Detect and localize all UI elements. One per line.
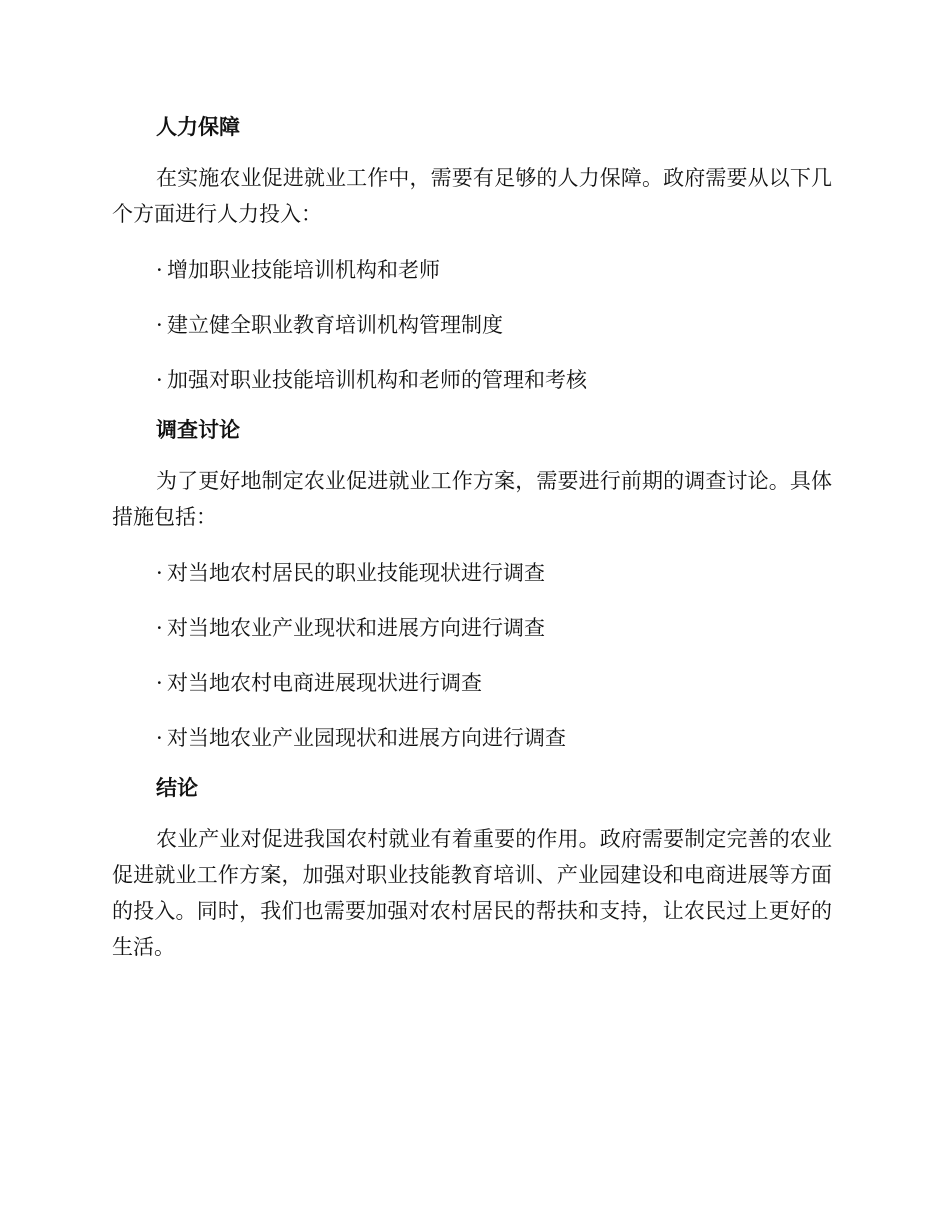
- list-item: [112, 546, 832, 601]
- bullet-icon: ·: [156, 368, 163, 392]
- list-item-text: 加强对职业技能培训机构和老师的管理和考核: [167, 368, 587, 392]
- bullet-icon: ·: [156, 313, 163, 337]
- bullet-icon: ·: [156, 616, 163, 640]
- list-item: [112, 601, 832, 656]
- list-item: [112, 243, 832, 298]
- section-heading-manpower: 人力保障: [156, 115, 240, 139]
- section-heading-conclusion: 结论: [156, 776, 198, 800]
- document-body: [112, 105, 832, 976]
- list-item-text: 建立健全职业教育培训机构管理制度: [167, 313, 503, 337]
- bullet-icon: ·: [156, 561, 163, 585]
- list-item-text: 对当地农村电商进展现状进行调查: [167, 671, 482, 695]
- section-paragraph-manpower: 在实施农业促进就业工作中，需要有足够的人力保障。政府需要从以下几个方面进行人力投入：: [112, 166, 832, 226]
- list-item: [112, 298, 832, 353]
- list-item-text: 增加职业技能培训机构和老师: [167, 258, 440, 282]
- bullet-icon: ·: [156, 258, 163, 282]
- list-item-text: 对当地农业产业现状和进展方向进行调查: [167, 616, 545, 640]
- section-paragraph-survey: 为了更好地制定农业促进就业工作方案，需要进行前期的调查讨论。具体措施包括：: [112, 469, 832, 529]
- list-item-text: 对当地农业产业园现状和进展方向进行调查: [167, 726, 566, 750]
- bullet-icon: ·: [156, 671, 163, 695]
- list-item: [112, 353, 832, 408]
- bullet-icon: ·: [156, 726, 163, 750]
- list-item: [112, 656, 832, 711]
- section-heading-survey: 调查讨论: [156, 418, 240, 442]
- section-paragraph-conclusion: 农业产业对促进我国农村就业有着重要的作用。政府需要制定完善的农业促进就业工作方案，加强对职业技能教育培训、产业园建设和电商进展等方面的投入。同时，我们也需要加强对农村居民的帮扶和支持，让农民过上更好的生活。: [112, 827, 832, 959]
- list-item: [112, 711, 832, 766]
- list-item-text: 对当地农村居民的职业技能现状进行调查: [167, 561, 545, 585]
